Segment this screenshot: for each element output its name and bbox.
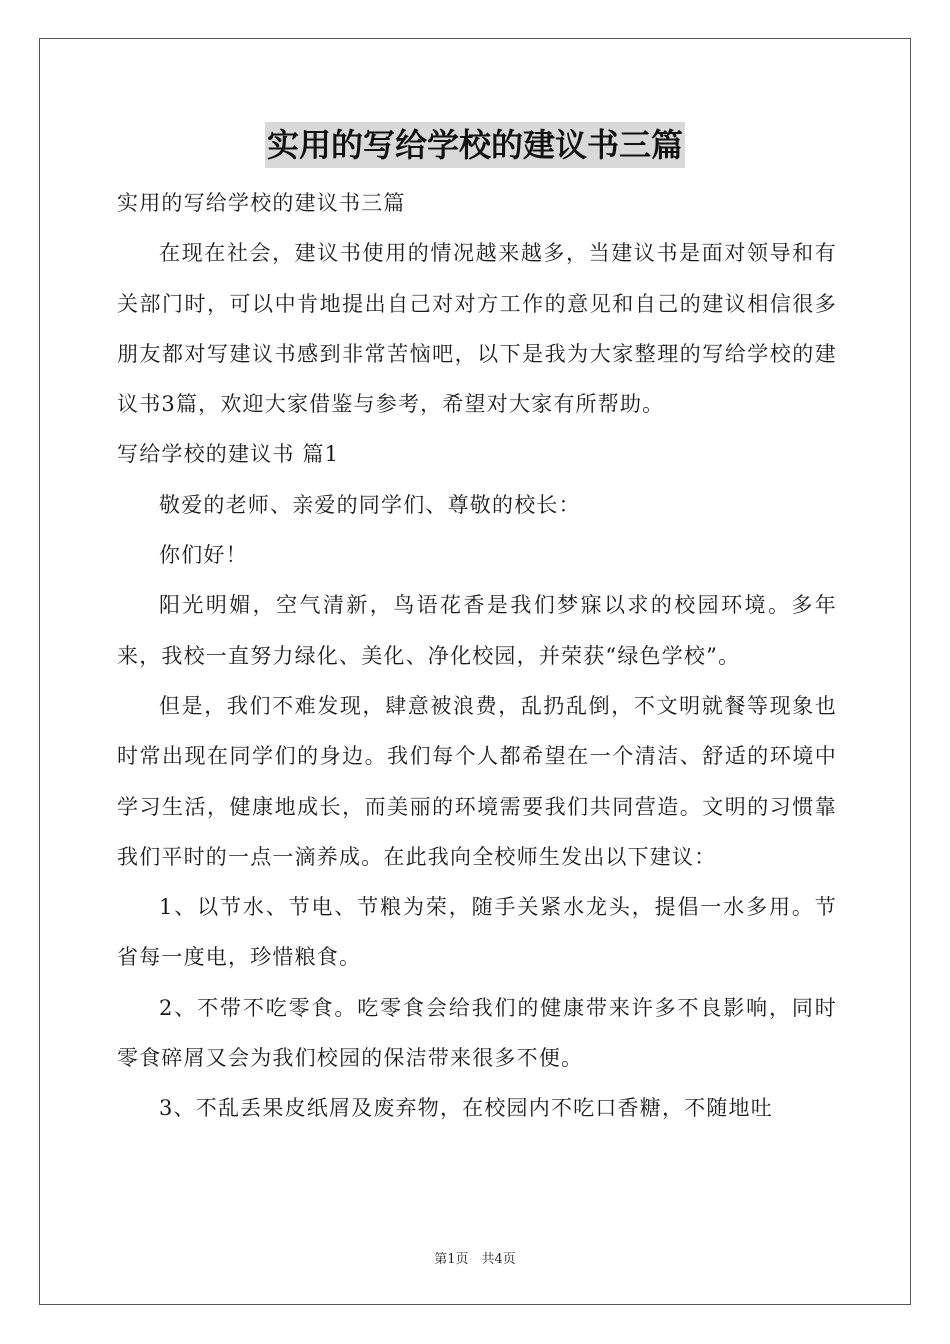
paragraph: 在现在社会，建议书使用的情况越来越多，当建议书是面对领导和有关部门时，可以中肯地提出自己对对方工作的意见和自己的建议相信很多朋友都对写建议书感到非常苦恼吧，以下是我为大家整理的写给学校的建议书3篇，欢迎大家借鉴与参考，希望对大家有所帮助。 [117, 241, 837, 417]
document-body [117, 178, 837, 1134]
page-footer [0, 1248, 950, 1267]
section-heading: 写给学校的建议书 篇1 [117, 442, 340, 467]
document-title: 实用的写给学校的建议书三篇 [265, 122, 685, 168]
paragraph: 但是，我们不难发现，肆意被浪费，乱扔乱倒，不文明就餐等现象也时常出现在同学们的身边。我们每个人都希望在一个清洁、舒适的环境中学习生活，健康地成长，而美丽的环境需要我们共同营造。文明的习惯靠我们平时的一点一滴养成。在此我向全校师生发出以下建议： [117, 693, 837, 869]
page-number: 第1页 共4页 [434, 1252, 516, 1267]
greeting: 你们好！ [159, 543, 248, 568]
salutation: 敬爱的老师、亲爱的同学们、尊敬的校长： [159, 492, 581, 517]
list-item: 1、以节水、节电、节粮为荣，随手关紧水龙头，提倡一水多用。节省每一度电，珍惜粮食。 [117, 895, 837, 970]
title-container [0, 122, 950, 168]
list-item: 3、不乱丢果皮纸屑及废弃物，在校园内不吃口香糖，不随地吐 [159, 1096, 773, 1121]
list-item: 2、不带不吃零食。吃零食会给我们的健康带来许多不良影响，同时零食碎屑又会为我们校园的保洁带来很多不便。 [117, 995, 837, 1071]
paragraph: 阳光明媚，空气清新，鸟语花香是我们梦寐以求的校园环境。多年来，我校一直努力绿化、美化、净化校园，并荣获“绿色学校”。 [117, 593, 837, 668]
paragraph: 实用的写给学校的建议书三篇 [117, 191, 406, 215]
